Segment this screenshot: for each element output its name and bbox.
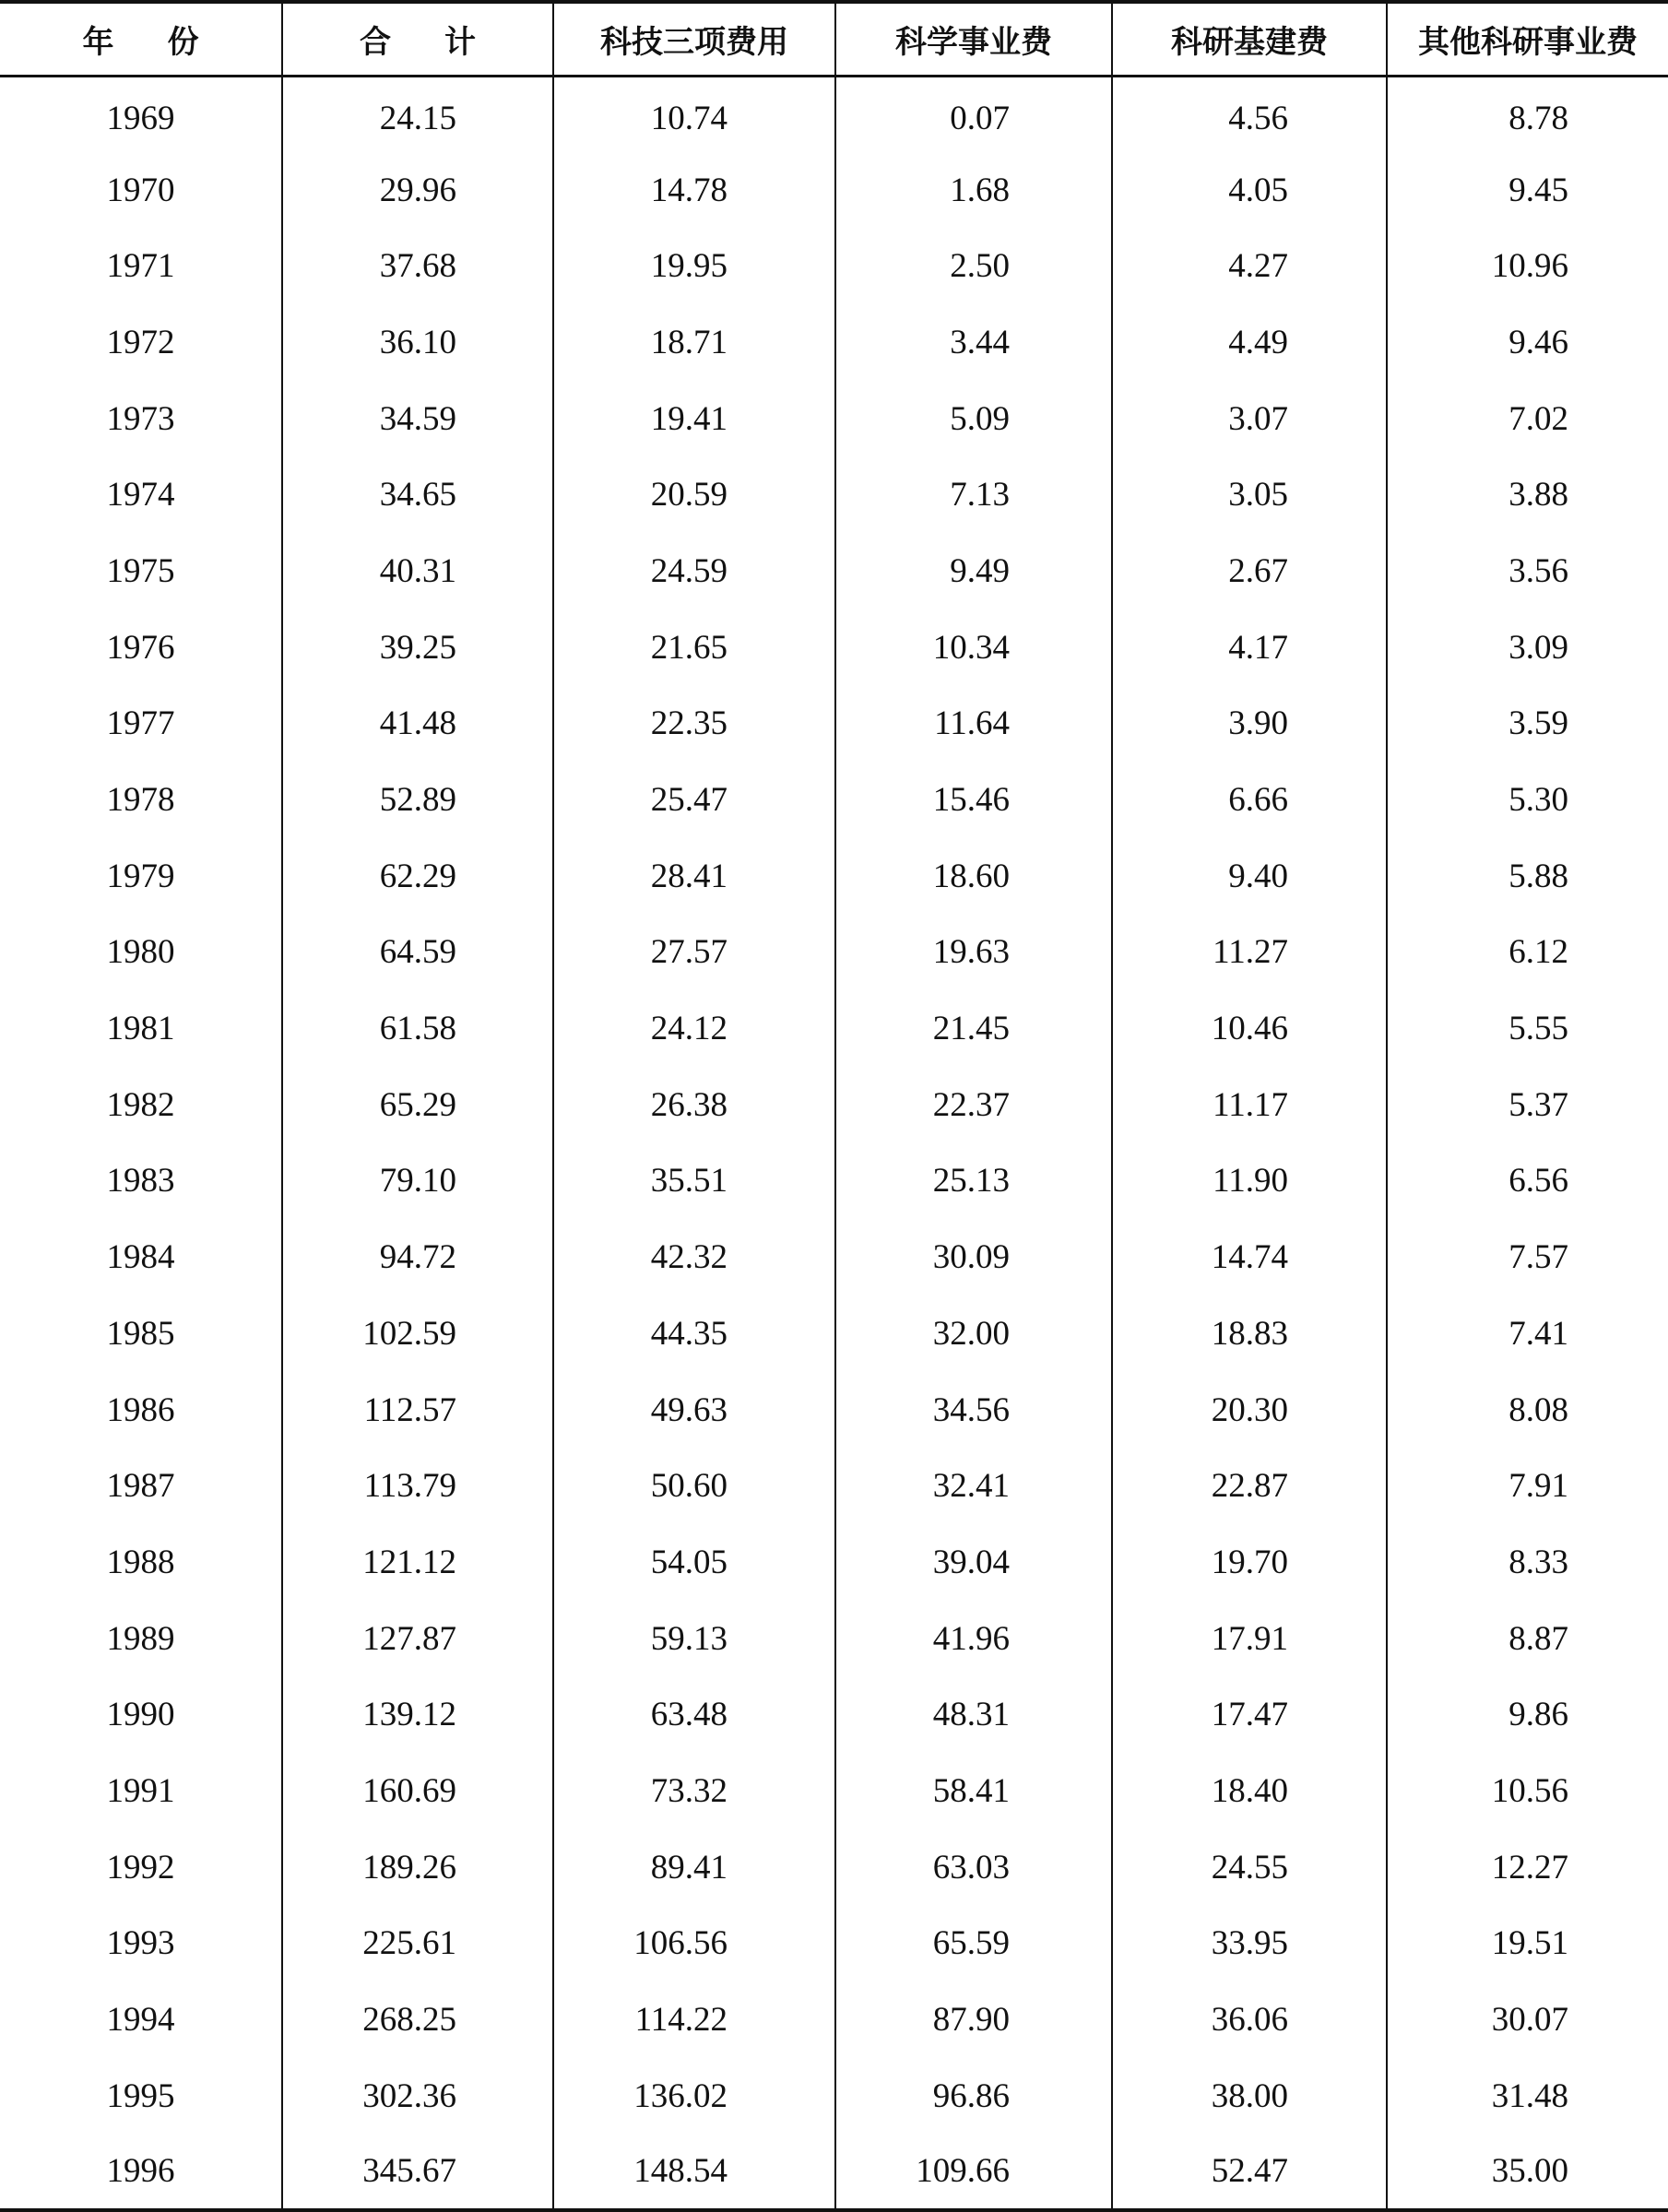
- year-cell: 1972: [106, 323, 175, 361]
- other-research-cell: 30.07: [1387, 1981, 1668, 2058]
- research-construction-cell: 14.74: [1112, 1219, 1387, 1295]
- tech-three-items-cell: 22.35: [553, 686, 835, 763]
- year-cell: 1973: [106, 399, 175, 438]
- table-row: [0, 1372, 1668, 1449]
- total-cell: 189.26: [282, 1829, 553, 1906]
- tech-three-items-cell: 24.59: [553, 533, 835, 609]
- year-cell: 1978: [106, 781, 175, 820]
- total-cell: 52.89: [282, 762, 553, 838]
- year-cell: 1986: [106, 1390, 175, 1429]
- science-operating-cell: 34.56: [835, 1372, 1112, 1449]
- other-research-cell: 35.00: [1387, 2135, 1668, 2211]
- research-construction-cell: 4.05: [1112, 152, 1387, 229]
- science-operating-cell: 87.90: [835, 1981, 1112, 2058]
- tech-three-items-cell: 14.78: [553, 152, 835, 229]
- research-construction-cell: 11.17: [1112, 1067, 1387, 1143]
- total-cell: 225.61: [282, 1906, 553, 1982]
- tech-three-items-cell: 35.51: [553, 1143, 835, 1220]
- header-row: [0, 2, 1668, 76]
- year-cell: 1983: [106, 1162, 175, 1201]
- table-row: [0, 76, 1668, 152]
- table-row: [0, 1601, 1668, 1677]
- science-operating-cell: 63.03: [835, 1829, 1112, 1906]
- research-construction-cell: 18.40: [1112, 1753, 1387, 1829]
- table-row: [0, 2058, 1668, 2135]
- tech-three-items-cell: 28.41: [553, 838, 835, 915]
- tech-three-items-cell: 44.35: [553, 1295, 835, 1372]
- tech-three-items-cell: 89.41: [553, 1829, 835, 1906]
- tech-three-items-cell: 18.71: [553, 304, 835, 381]
- other-research-cell: 19.51: [1387, 1906, 1668, 1982]
- year-cell: 1996: [0, 2135, 282, 2211]
- other-research-cell: 10.56: [1387, 1753, 1668, 1829]
- table-row: [0, 228, 1668, 304]
- research-construction-cell: 6.66: [1112, 762, 1387, 838]
- table-body: [0, 76, 1668, 2210]
- total-cell: 34.59: [282, 381, 553, 457]
- science-operating-cell: 32.00: [835, 1295, 1112, 1372]
- total-cell: 24.15: [282, 76, 553, 152]
- total-cell: 39.25: [282, 609, 553, 686]
- tech-three-items-cell: 148.54: [553, 2135, 835, 2211]
- header-research-construction: 科研基建费: [1112, 2, 1387, 76]
- other-research-cell: 8.87: [1387, 1601, 1668, 1677]
- total-cell: 127.87: [282, 1601, 553, 1677]
- year-cell: 1993: [106, 1924, 175, 1963]
- year-cell: 1980: [106, 933, 175, 972]
- tech-three-items-cell: 27.57: [553, 915, 835, 991]
- other-research-cell: 3.56: [1387, 533, 1668, 609]
- tech-three-items-cell: 20.59: [553, 456, 835, 533]
- year-cell: 1990: [106, 1696, 175, 1734]
- total-cell: 62.29: [282, 838, 553, 915]
- science-operating-cell: 2.50: [835, 228, 1112, 304]
- tech-three-items-cell: 106.56: [553, 1906, 835, 1982]
- table-row: [0, 1753, 1668, 1829]
- other-research-cell: 3.88: [1387, 456, 1668, 533]
- header-year: 年份: [0, 2, 282, 76]
- tech-three-items-cell: 59.13: [553, 1601, 835, 1677]
- tech-three-items-cell: 26.38: [553, 1067, 835, 1143]
- science-operating-cell: 21.45: [835, 990, 1112, 1067]
- total-cell: 41.48: [282, 686, 553, 763]
- science-operating-cell: 11.64: [835, 686, 1112, 763]
- research-construction-cell: 17.47: [1112, 1676, 1387, 1753]
- year-cell: 1995: [106, 2076, 175, 2115]
- other-research-cell: 3.59: [1387, 686, 1668, 763]
- total-cell: 40.31: [282, 533, 553, 609]
- science-operating-cell: 7.13: [835, 456, 1112, 533]
- header-tech-three-items: 科技三项费用: [553, 2, 835, 76]
- research-construction-cell: 3.07: [1112, 381, 1387, 457]
- table-row: [0, 915, 1668, 991]
- year-cell: 1969: [106, 99, 175, 137]
- other-research-cell: 31.48: [1387, 2058, 1668, 2135]
- research-construction-cell: 4.49: [1112, 304, 1387, 381]
- research-construction-cell: 38.00: [1112, 2058, 1387, 2135]
- table-row: [0, 1981, 1668, 2058]
- year-cell: 1992: [106, 1848, 175, 1887]
- year-cell: 1981: [106, 1010, 175, 1048]
- other-research-cell: 9.86: [1387, 1676, 1668, 1753]
- science-operating-cell: 65.59: [835, 1906, 1112, 1982]
- total-cell: 302.36: [282, 2058, 553, 2135]
- tech-three-items-cell: 73.32: [553, 1753, 835, 1829]
- table-row: [0, 1829, 1668, 1906]
- other-research-cell: 3.09: [1387, 609, 1668, 686]
- tech-three-items-cell: 63.48: [553, 1676, 835, 1753]
- other-research-cell: 9.46: [1387, 304, 1668, 381]
- total-cell: 113.79: [282, 1448, 553, 1524]
- total-cell: 268.25: [282, 1981, 553, 2058]
- total-cell: 64.59: [282, 915, 553, 991]
- research-construction-cell: 20.30: [1112, 1372, 1387, 1449]
- total-cell: 102.59: [282, 1295, 553, 1372]
- table-row: [0, 2135, 1668, 2211]
- research-construction-cell: 22.87: [1112, 1448, 1387, 1524]
- science-operating-cell: 0.07: [835, 76, 1112, 152]
- year-cell: 1982: [106, 1085, 175, 1124]
- research-construction-cell: 3.05: [1112, 456, 1387, 533]
- tech-three-items-cell: 21.65: [553, 609, 835, 686]
- table-row: [0, 686, 1668, 763]
- header-total: 合计: [282, 2, 553, 76]
- total-cell: 139.12: [282, 1676, 553, 1753]
- other-research-cell: 12.27: [1387, 1829, 1668, 1906]
- table-row: [0, 381, 1668, 457]
- table-row: [0, 990, 1668, 1067]
- tech-three-items-cell: 114.22: [553, 1981, 835, 2058]
- year-cell: 1971: [106, 247, 175, 286]
- other-research-cell: 7.02: [1387, 381, 1668, 457]
- total-cell: 160.69: [282, 1753, 553, 1829]
- research-construction-cell: 2.67: [1112, 533, 1387, 609]
- science-operating-cell: 39.04: [835, 1524, 1112, 1601]
- research-construction-cell: 9.40: [1112, 838, 1387, 915]
- research-construction-cell: 11.90: [1112, 1143, 1387, 1220]
- research-construction-cell: 4.27: [1112, 228, 1387, 304]
- tech-three-items-cell: 54.05: [553, 1524, 835, 1601]
- table-row: [0, 152, 1668, 229]
- year-cell: 1984: [106, 1238, 175, 1277]
- table-row: [0, 533, 1668, 609]
- science-operating-cell: 109.66: [835, 2135, 1112, 2211]
- year-cell: 1985: [106, 1314, 175, 1353]
- total-cell: 65.29: [282, 1067, 553, 1143]
- science-operating-cell: 41.96: [835, 1601, 1112, 1677]
- other-research-cell: 6.12: [1387, 915, 1668, 991]
- other-research-cell: 9.45: [1387, 152, 1668, 229]
- research-construction-cell: 52.47: [1112, 2135, 1387, 2211]
- table-row: [0, 1295, 1668, 1372]
- year-cell: 1974: [106, 476, 175, 515]
- year-cell: 1994: [106, 2001, 175, 2040]
- research-construction-cell: 24.55: [1112, 1829, 1387, 1906]
- year-cell: 1989: [106, 1619, 175, 1658]
- research-construction-cell: 10.46: [1112, 990, 1387, 1067]
- table-row: [0, 1143, 1668, 1220]
- tech-three-items-cell: 136.02: [553, 2058, 835, 2135]
- science-operating-cell: 15.46: [835, 762, 1112, 838]
- other-research-cell: 10.96: [1387, 228, 1668, 304]
- tech-three-items-cell: 50.60: [553, 1448, 835, 1524]
- table-row: [0, 838, 1668, 915]
- science-operating-cell: 22.37: [835, 1067, 1112, 1143]
- table-row: [0, 762, 1668, 838]
- other-research-cell: 5.30: [1387, 762, 1668, 838]
- year-cell: 1979: [106, 857, 175, 895]
- other-research-cell: 5.88: [1387, 838, 1668, 915]
- header-other-research: 其他科研事业费: [1387, 2, 1668, 76]
- year-cell: 1976: [106, 628, 175, 667]
- total-cell: 345.67: [282, 2135, 553, 2211]
- research-construction-cell: 18.83: [1112, 1295, 1387, 1372]
- tech-three-items-cell: 42.32: [553, 1219, 835, 1295]
- science-operating-cell: 19.63: [835, 915, 1112, 991]
- research-construction-cell: 4.56: [1112, 76, 1387, 152]
- tech-three-items-cell: 25.47: [553, 762, 835, 838]
- tech-three-items-cell: 19.95: [553, 228, 835, 304]
- science-operating-cell: 30.09: [835, 1219, 1112, 1295]
- other-research-cell: 7.91: [1387, 1448, 1668, 1524]
- table-row: [0, 1067, 1668, 1143]
- total-cell: 112.57: [282, 1372, 553, 1449]
- other-research-cell: 5.55: [1387, 990, 1668, 1067]
- total-cell: 37.68: [282, 228, 553, 304]
- table-row: [0, 1219, 1668, 1295]
- year-cell: 1987: [106, 1467, 175, 1506]
- science-operating-cell: 1.68: [835, 152, 1112, 229]
- year-cell: 1977: [106, 704, 175, 743]
- science-operating-cell: 5.09: [835, 381, 1112, 457]
- research-construction-cell: 17.91: [1112, 1601, 1387, 1677]
- table-header: [0, 2, 1668, 76]
- year-cell: 1991: [106, 1771, 175, 1810]
- table-row: [0, 1676, 1668, 1753]
- total-cell: 36.10: [282, 304, 553, 381]
- total-cell: 61.58: [282, 990, 553, 1067]
- year-cell: 1970: [106, 171, 175, 209]
- other-research-cell: 6.56: [1387, 1143, 1668, 1220]
- table-row: [0, 1524, 1668, 1601]
- total-cell: 94.72: [282, 1219, 553, 1295]
- research-construction-cell: 36.06: [1112, 1981, 1387, 2058]
- table-row: [0, 609, 1668, 686]
- science-operating-cell: 58.41: [835, 1753, 1112, 1829]
- other-research-cell: 7.41: [1387, 1295, 1668, 1372]
- header-science-operating: 科学事业费: [835, 2, 1112, 76]
- science-operating-cell: 32.41: [835, 1448, 1112, 1524]
- total-cell: 121.12: [282, 1524, 553, 1601]
- table-row: [0, 304, 1668, 381]
- science-operating-cell: 48.31: [835, 1676, 1112, 1753]
- other-research-cell: 8.78: [1387, 76, 1668, 152]
- total-cell: 79.10: [282, 1143, 553, 1220]
- table-row: [0, 1906, 1668, 1982]
- science-operating-cell: 96.86: [835, 2058, 1112, 2135]
- research-construction-cell: 3.90: [1112, 686, 1387, 763]
- total-cell: 34.65: [282, 456, 553, 533]
- year-cell: 1988: [106, 1543, 175, 1581]
- science-operating-cell: 10.34: [835, 609, 1112, 686]
- science-operating-cell: 18.60: [835, 838, 1112, 915]
- other-research-cell: 8.08: [1387, 1372, 1668, 1449]
- other-research-cell: 8.33: [1387, 1524, 1668, 1601]
- science-operating-cell: 3.44: [835, 304, 1112, 381]
- table-row: [0, 456, 1668, 533]
- table-row: [0, 1448, 1668, 1524]
- research-construction-cell: 11.27: [1112, 915, 1387, 991]
- tech-three-items-cell: 19.41: [553, 381, 835, 457]
- tech-three-items-cell: 49.63: [553, 1372, 835, 1449]
- science-operating-cell: 9.49: [835, 533, 1112, 609]
- total-cell: 29.96: [282, 152, 553, 229]
- year-cell: 1975: [106, 551, 175, 590]
- science-operating-cell: 25.13: [835, 1143, 1112, 1220]
- research-construction-cell: 19.70: [1112, 1524, 1387, 1601]
- research-construction-cell: 4.17: [1112, 609, 1387, 686]
- tech-three-items-cell: 24.12: [553, 990, 835, 1067]
- other-research-cell: 5.37: [1387, 1067, 1668, 1143]
- other-research-cell: 7.57: [1387, 1219, 1668, 1295]
- tech-three-items-cell: 10.74: [553, 76, 835, 152]
- research-construction-cell: 33.95: [1112, 1906, 1387, 1982]
